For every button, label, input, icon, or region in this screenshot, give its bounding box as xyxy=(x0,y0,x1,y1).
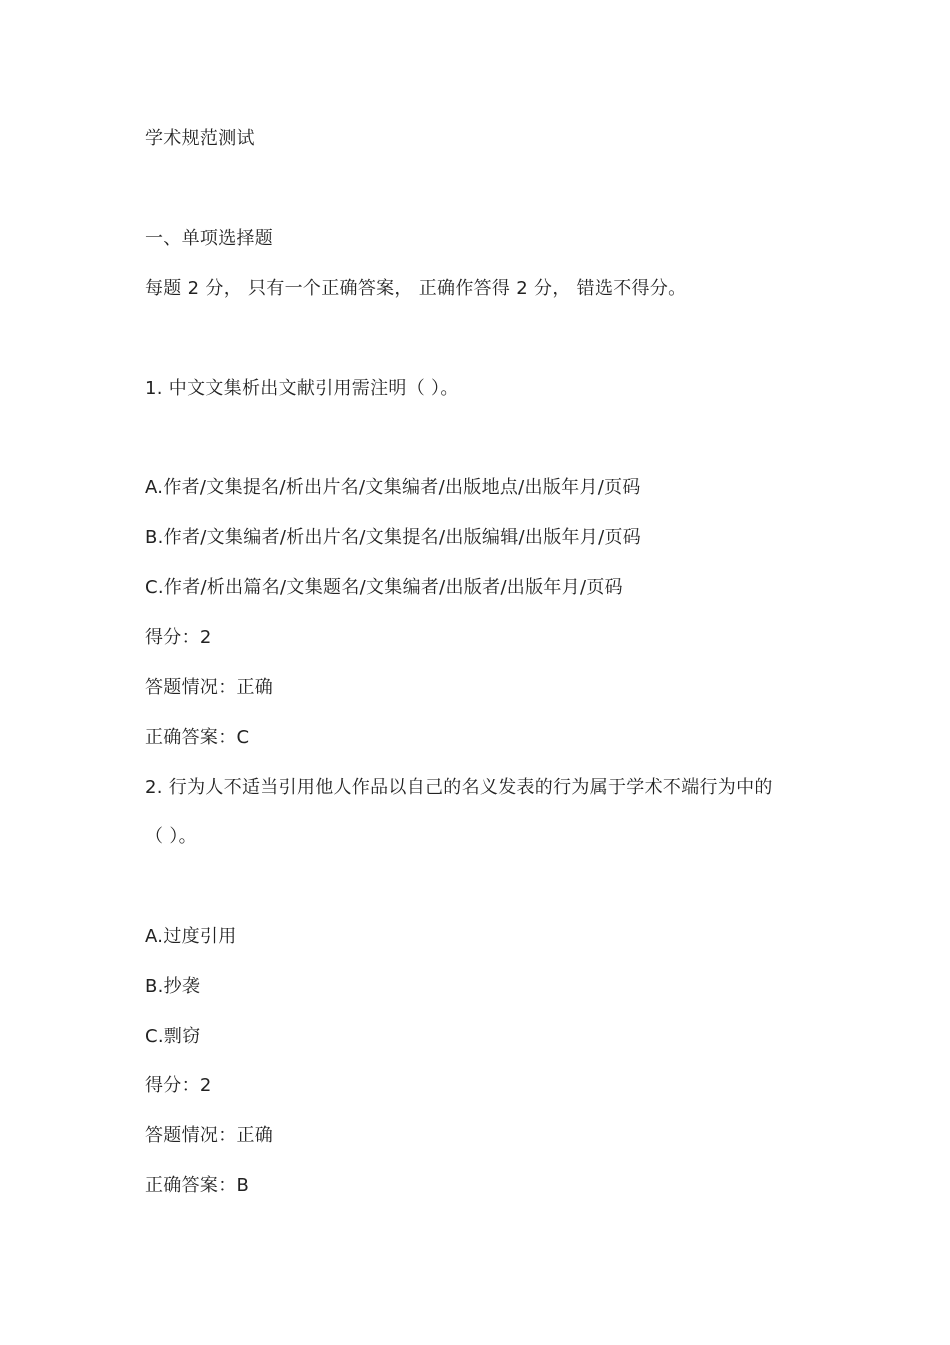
question-2-stem-line1: 2. 行为人不适当引用他人作品以自己的名义发表的行为属于学术不端行为中的 xyxy=(145,777,773,798)
section-instructions: 每题 2 分， 只有一个正确答案， 正确作答得 2 分， 错选不得分。 xyxy=(145,278,687,299)
section-heading: 一、单项选择题 xyxy=(145,228,274,249)
question-2-correct-answer: 正确答案：B xyxy=(145,1175,250,1196)
question-2-option-b: B.抄袭 xyxy=(145,976,201,997)
question-2-stem-line2: （ ）。 xyxy=(145,826,197,847)
question-2-option-c: C.剽窃 xyxy=(145,1026,201,1047)
question-1-option-b: B.作者/文集编者/析出片名/文集提名/出版编辑/出版年月/页码 xyxy=(145,527,642,548)
question-1-option-c: C.作者/析出篇名/文集题名/文集编者/出版者/出版年月/页码 xyxy=(145,577,623,598)
question-1-score: 得分：2 xyxy=(145,627,212,648)
document-title: 学术规范测试 xyxy=(145,128,255,149)
question-1-correct-answer: 正确答案：C xyxy=(145,727,250,748)
question-2-status: 答题情况：正确 xyxy=(145,1125,274,1146)
question-1-option-a: A.作者/文集提名/析出片名/文集编者/出版地点/出版年月/页码 xyxy=(145,477,641,498)
question-1-status: 答题情况：正确 xyxy=(145,677,274,698)
question-1-stem: 1. 中文文集析出文献引用需注明（ ）。 xyxy=(145,378,459,399)
question-2-option-a: A.过度引用 xyxy=(145,926,237,947)
question-2-score: 得分：2 xyxy=(145,1075,212,1096)
